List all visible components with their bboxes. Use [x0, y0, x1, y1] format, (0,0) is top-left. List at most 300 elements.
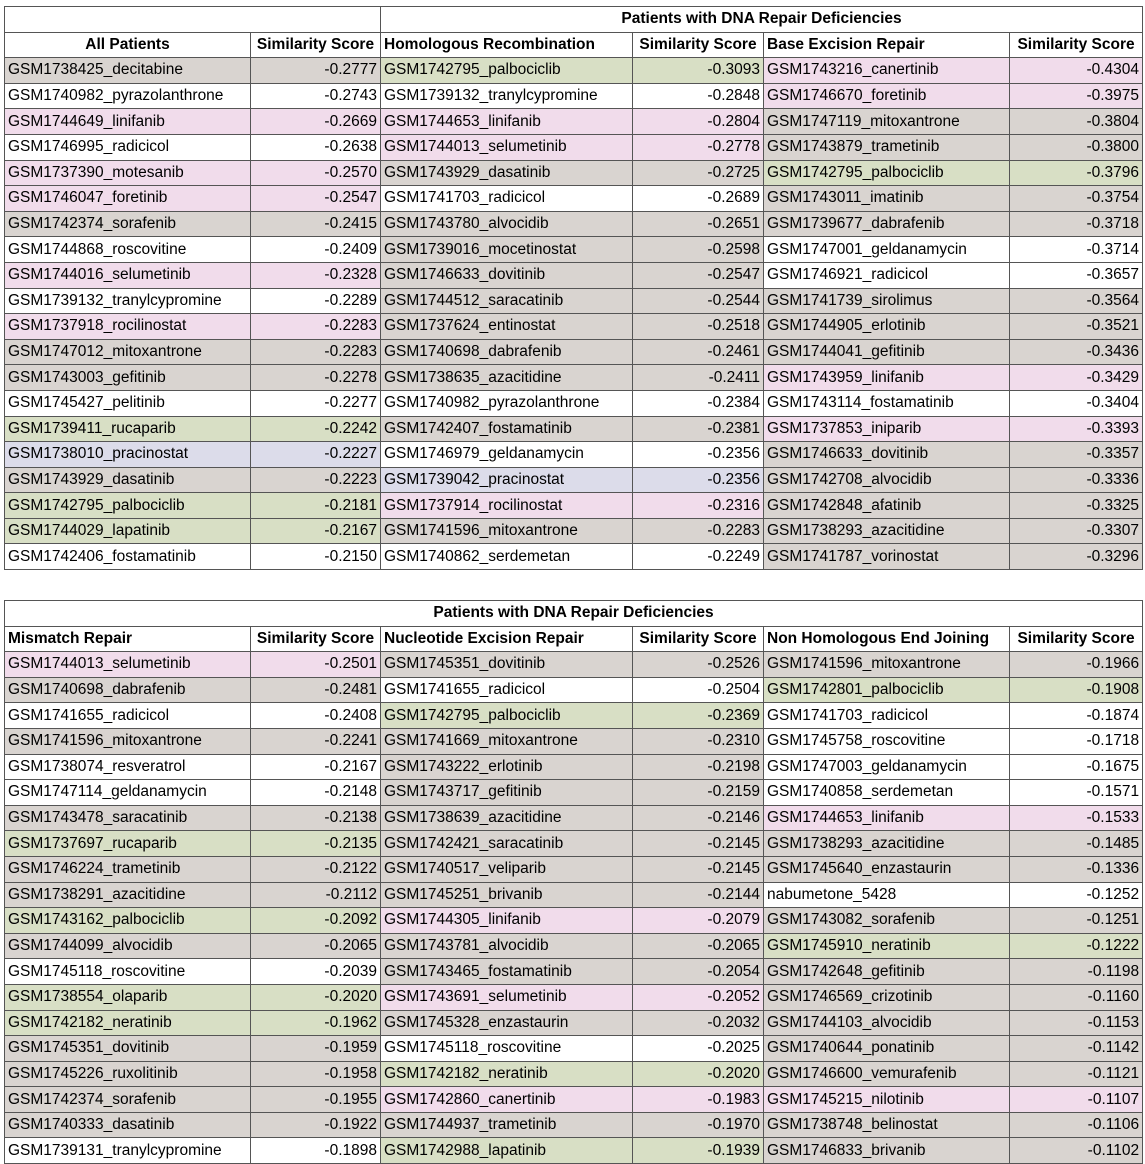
score-cell: -0.2310 — [633, 728, 764, 754]
drug-cell: GSM1738425_decitabine — [5, 58, 251, 84]
score-cell: -0.2283 — [251, 339, 381, 365]
drug-cell: GSM1744653_linifanib — [381, 109, 633, 135]
drug-cell: GSM1739131_tranylcypromine — [5, 1138, 251, 1164]
table-row — [5, 805, 1143, 831]
drug-cell: GSM1747003_geldanamycin — [764, 754, 1010, 780]
score-cell: -0.2167 — [251, 518, 381, 544]
score-cell: -0.2283 — [251, 314, 381, 340]
drug-cell: GSM1739016_mocetinostat — [381, 237, 633, 263]
col-header-score: Similarity Score — [251, 32, 381, 58]
score-cell: -0.2356 — [633, 467, 764, 493]
col-header-score: Similarity Score — [251, 626, 381, 652]
drug-cell: GSM1744103_alvocidib — [764, 1010, 1010, 1036]
score-cell: -0.2651 — [633, 211, 764, 237]
score-cell: -0.2504 — [633, 677, 764, 703]
score-cell: -0.2409 — [251, 237, 381, 263]
drug-cell: GSM1742795_palbociclib — [764, 160, 1010, 186]
score-cell: -0.2598 — [633, 237, 764, 263]
score-cell: -0.3975 — [1010, 83, 1143, 109]
col-header-score: Similarity Score — [633, 626, 764, 652]
score-cell: -0.2316 — [633, 493, 764, 519]
score-cell: -0.2065 — [633, 933, 764, 959]
score-cell: -0.2689 — [633, 186, 764, 212]
score-cell: -0.2052 — [633, 984, 764, 1010]
drug-cell: GSM1744653_linifanib — [764, 805, 1010, 831]
score-cell: -0.2408 — [251, 703, 381, 729]
drug-cell: GSM1741703_radicicol — [764, 703, 1010, 729]
drug-cell: GSM1737697_rucaparib — [5, 831, 251, 857]
drug-cell: GSM1746047_foretinib — [5, 186, 251, 212]
score-cell: -0.2112 — [251, 882, 381, 908]
drug-cell: GSM1741787_vorinostat — [764, 544, 1010, 570]
drug-cell: GSM1743162_palbociclib — [5, 908, 251, 934]
drug-cell: GSM1746600_vemurafenib — [764, 1061, 1010, 1087]
drug-cell: GSM1742407_fostamatinib — [381, 416, 633, 442]
score-cell: -0.2159 — [633, 780, 764, 806]
drug-cell: GSM1741655_radicicol — [381, 677, 633, 703]
score-cell: -0.2356 — [633, 442, 764, 468]
score-cell: -0.2278 — [251, 365, 381, 391]
score-cell: -0.2020 — [251, 984, 381, 1010]
table-row — [5, 186, 1143, 212]
drug-cell: GSM1742182_neratinib — [381, 1061, 633, 1087]
drug-cell: GSM1738010_pracinostat — [5, 442, 251, 468]
drug-cell: GSM1742406_fostamatinib — [5, 544, 251, 570]
score-cell: -0.2145 — [633, 856, 764, 882]
drug-cell: GSM1747114_geldanamycin — [5, 780, 251, 806]
drug-cell: GSM1743003_gefitinib — [5, 365, 251, 391]
drug-cell: GSM1743478_saracatinib — [5, 805, 251, 831]
drug-cell: GSM1743781_alvocidib — [381, 933, 633, 959]
table-row — [5, 652, 1143, 678]
table-row — [5, 1112, 1143, 1138]
table-row — [5, 211, 1143, 237]
score-cell: -0.2778 — [633, 134, 764, 160]
drug-cell: GSM1742848_afatinib — [764, 493, 1010, 519]
table-row — [5, 390, 1143, 416]
drug-cell: GSM1743011_imatinib — [764, 186, 1010, 212]
score-cell: -0.2544 — [633, 288, 764, 314]
drug-cell: GSM1745427_pelitinib — [5, 390, 251, 416]
drug-cell: GSM1743780_alvocidib — [381, 211, 633, 237]
table-row — [5, 160, 1143, 186]
drug-cell: GSM1743929_dasatinib — [381, 160, 633, 186]
score-cell: -0.1908 — [1010, 677, 1143, 703]
score-cell: -0.2223 — [251, 467, 381, 493]
drug-cell: GSM1737624_entinostat — [381, 314, 633, 340]
score-cell: -0.3657 — [1010, 262, 1143, 288]
group-header-row — [5, 601, 1143, 627]
score-cell: -0.2289 — [251, 288, 381, 314]
table-row — [5, 339, 1143, 365]
drug-cell: GSM1745215_nilotinib — [764, 1087, 1010, 1113]
col-header-nucleotide-excision-repair: Nucleotide Excision Repair — [381, 626, 633, 652]
score-cell: -0.1142 — [1010, 1036, 1143, 1062]
table-row — [5, 908, 1143, 934]
drug-cell: GSM1744041_gefitinib — [764, 339, 1010, 365]
score-cell: -0.2122 — [251, 856, 381, 882]
score-cell: -0.3718 — [1010, 211, 1143, 237]
drug-cell: GSM1743717_gefitinib — [381, 780, 633, 806]
score-cell: -0.2181 — [251, 493, 381, 519]
drug-cell: GSM1743691_selumetinib — [381, 984, 633, 1010]
drug-cell: GSM1743879_trametinib — [764, 134, 1010, 160]
drug-cell: GSM1740862_serdemetan — [381, 544, 633, 570]
column-header-row — [5, 626, 1143, 652]
drug-cell: GSM1746224_trametinib — [5, 856, 251, 882]
drug-cell: GSM1742795_palbociclib — [381, 703, 633, 729]
drug-cell: GSM1739132_tranylcypromine — [5, 288, 251, 314]
score-cell: -0.2411 — [633, 365, 764, 391]
drug-cell: GSM1744013_selumetinib — [5, 652, 251, 678]
drug-cell: GSM1746569_crizotinib — [764, 984, 1010, 1010]
drug-cell: GSM1742421_saracatinib — [381, 831, 633, 857]
score-cell: -0.2150 — [251, 544, 381, 570]
drug-cell: GSM1746995_radicicol — [5, 134, 251, 160]
score-cell: -0.2725 — [633, 160, 764, 186]
drug-cell: GSM1742795_palbociclib — [5, 493, 251, 519]
score-cell: -0.3336 — [1010, 467, 1143, 493]
drug-cell: GSM1739411_rucaparib — [5, 416, 251, 442]
score-cell: -0.1252 — [1010, 882, 1143, 908]
drug-cell: GSM1740858_serdemetan — [764, 780, 1010, 806]
score-cell: -0.2227 — [251, 442, 381, 468]
drug-cell: GSM1742374_sorafenib — [5, 211, 251, 237]
drug-cell: GSM1743222_erlotinib — [381, 754, 633, 780]
table-row — [5, 754, 1143, 780]
table-row — [5, 1036, 1143, 1062]
drug-cell: GSM1745118_roscovitine — [381, 1036, 633, 1062]
drug-cell: GSM1739677_dabrafenib — [764, 211, 1010, 237]
column-header-row — [5, 32, 1143, 58]
group-header: Patients with DNA Repair Deficiencies — [381, 7, 1143, 33]
drug-cell: GSM1743465_fostamatinib — [381, 959, 633, 985]
score-cell: -0.2283 — [633, 518, 764, 544]
drug-cell: GSM1745910_neratinib — [764, 933, 1010, 959]
drug-cell: GSM1743929_dasatinib — [5, 467, 251, 493]
table-row — [5, 493, 1143, 519]
score-cell: -0.2669 — [251, 109, 381, 135]
drug-cell: GSM1743959_linifanib — [764, 365, 1010, 391]
drug-cell: GSM1746979_geldanamycin — [381, 442, 633, 468]
table-row — [5, 831, 1143, 857]
drug-cell: GSM1744016_selumetinib — [5, 262, 251, 288]
table-row — [5, 83, 1143, 109]
score-cell: -0.2249 — [633, 544, 764, 570]
score-cell: -0.1102 — [1010, 1138, 1143, 1164]
drug-cell: GSM1741669_mitoxantrone — [381, 728, 633, 754]
score-cell: -0.4304 — [1010, 58, 1143, 84]
drug-cell: GSM1740698_dabrafenib — [381, 339, 633, 365]
table-row — [5, 109, 1143, 135]
score-cell: -0.1718 — [1010, 728, 1143, 754]
score-cell: -0.2138 — [251, 805, 381, 831]
table-row — [5, 984, 1143, 1010]
score-cell: -0.3436 — [1010, 339, 1143, 365]
drug-cell: GSM1747119_mitoxantrone — [764, 109, 1010, 135]
drug-cell: GSM1742374_sorafenib — [5, 1087, 251, 1113]
drug-cell: GSM1744305_linifanib — [381, 908, 633, 934]
score-cell: -0.2092 — [251, 908, 381, 934]
drug-cell: GSM1744937_trametinib — [381, 1112, 633, 1138]
drug-cell: GSM1744649_linifanib — [5, 109, 251, 135]
drug-cell: GSM1744868_roscovitine — [5, 237, 251, 263]
drug-cell: GSM1744905_erlotinib — [764, 314, 1010, 340]
drug-cell: GSM1738293_azacitidine — [764, 518, 1010, 544]
score-cell: -0.1106 — [1010, 1112, 1143, 1138]
table-row — [5, 467, 1143, 493]
drug-cell: GSM1737914_rocilinostat — [381, 493, 633, 519]
drug-cell: GSM1744512_saracatinib — [381, 288, 633, 314]
drug-cell: GSM1742648_gefitinib — [764, 959, 1010, 985]
score-cell: -0.2241 — [251, 728, 381, 754]
score-cell: -0.2518 — [633, 314, 764, 340]
drug-cell: GSM1738554_olaparib — [5, 984, 251, 1010]
drug-cell: GSM1738748_belinostat — [764, 1112, 1010, 1138]
score-cell: -0.2135 — [251, 831, 381, 857]
drug-cell: GSM1746921_radicicol — [764, 262, 1010, 288]
score-cell: -0.1939 — [633, 1138, 764, 1164]
blank-cell — [5, 7, 381, 33]
drug-cell: GSM1742795_palbociclib — [381, 58, 633, 84]
group-header: Patients with DNA Repair Deficiencies — [5, 601, 1143, 627]
drug-cell: GSM1745351_dovitinib — [5, 1036, 251, 1062]
score-cell: -0.1970 — [633, 1112, 764, 1138]
table-row — [5, 959, 1143, 985]
col-header-score: Similarity Score — [1010, 32, 1143, 58]
score-cell: -0.1959 — [251, 1036, 381, 1062]
col-header-non-homologous-end-joining: Non Homologous End Joining — [764, 626, 1010, 652]
drug-cell: GSM1746670_foretinib — [764, 83, 1010, 109]
score-cell: -0.1955 — [251, 1087, 381, 1113]
score-cell: -0.3296 — [1010, 544, 1143, 570]
score-cell: -0.2025 — [633, 1036, 764, 1062]
table-row — [5, 856, 1143, 882]
score-cell: -0.1922 — [251, 1112, 381, 1138]
drug-cell: GSM1739132_tranylcypromine — [381, 83, 633, 109]
drug-cell: GSM1742801_palbociclib — [764, 677, 1010, 703]
score-cell: -0.2381 — [633, 416, 764, 442]
drug-cell: GSM1744013_selumetinib — [381, 134, 633, 160]
score-cell: -0.2167 — [251, 754, 381, 780]
drug-cell: GSM1738074_resveratrol — [5, 754, 251, 780]
score-cell: -0.2145 — [633, 831, 764, 857]
drug-cell: GSM1743114_fostamatinib — [764, 390, 1010, 416]
drug-cell: GSM1741596_mitoxantrone — [5, 728, 251, 754]
score-cell: -0.2054 — [633, 959, 764, 985]
score-cell: -0.3796 — [1010, 160, 1143, 186]
drug-cell: GSM1743216_canertinib — [764, 58, 1010, 84]
table-row — [5, 416, 1143, 442]
drug-cell: GSM1742708_alvocidib — [764, 467, 1010, 493]
score-cell: -0.1121 — [1010, 1061, 1143, 1087]
table-row — [5, 442, 1143, 468]
score-cell: -0.2328 — [251, 262, 381, 288]
drug-cell: GSM1745758_roscovitine — [764, 728, 1010, 754]
drug-cell: GSM1738639_azacitidine — [381, 805, 633, 831]
score-cell: -0.3093 — [633, 58, 764, 84]
drug-cell: GSM1743082_sorafenib — [764, 908, 1010, 934]
score-cell: -0.2777 — [251, 58, 381, 84]
drug-cell: GSM1742988_lapatinib — [381, 1138, 633, 1164]
drug-cell: GSM1740698_dabrafenib — [5, 677, 251, 703]
drug-cell: GSM1737390_motesanib — [5, 160, 251, 186]
drug-cell: GSM1740982_pyrazolanthrone — [5, 83, 251, 109]
score-cell: -0.2148 — [251, 780, 381, 806]
table-row — [5, 365, 1143, 391]
score-cell: -0.1983 — [633, 1087, 764, 1113]
score-cell: -0.3521 — [1010, 314, 1143, 340]
drug-cell: nabumetone_5428 — [764, 882, 1010, 908]
score-cell: -0.3714 — [1010, 237, 1143, 263]
table-row — [5, 544, 1143, 570]
score-cell: -0.1962 — [251, 1010, 381, 1036]
score-cell: -0.2079 — [633, 908, 764, 934]
col-header-homologous-recombination: Homologous Recombination — [381, 32, 633, 58]
drug-cell: GSM1741596_mitoxantrone — [764, 652, 1010, 678]
drug-cell: GSM1738291_azacitidine — [5, 882, 251, 908]
col-header-score: Similarity Score — [633, 32, 764, 58]
drug-cell: GSM1740982_pyrazolanthrone — [381, 390, 633, 416]
score-cell: -0.2277 — [251, 390, 381, 416]
score-cell: -0.2501 — [251, 652, 381, 678]
score-cell: -0.1485 — [1010, 831, 1143, 857]
score-cell: -0.3800 — [1010, 134, 1143, 160]
score-cell: -0.2032 — [633, 1010, 764, 1036]
score-cell: -0.2020 — [633, 1061, 764, 1087]
score-cell: -0.1198 — [1010, 959, 1143, 985]
score-cell: -0.3357 — [1010, 442, 1143, 468]
score-cell: -0.2461 — [633, 339, 764, 365]
table-row — [5, 262, 1143, 288]
drug-cell: GSM1745118_roscovitine — [5, 959, 251, 985]
table-row — [5, 314, 1143, 340]
table-row — [5, 1061, 1143, 1087]
score-cell: -0.1533 — [1010, 805, 1143, 831]
table-row — [5, 780, 1143, 806]
score-cell: -0.1153 — [1010, 1010, 1143, 1036]
score-cell: -0.2481 — [251, 677, 381, 703]
table-row — [5, 1010, 1143, 1036]
score-cell: -0.2638 — [251, 134, 381, 160]
table-row — [5, 1138, 1143, 1164]
drug-cell: GSM1741703_radicicol — [381, 186, 633, 212]
drug-cell: GSM1744099_alvocidib — [5, 933, 251, 959]
drug-cell: GSM1742860_canertinib — [381, 1087, 633, 1113]
table-row — [5, 1087, 1143, 1113]
score-cell: -0.2384 — [633, 390, 764, 416]
score-cell: -0.2526 — [633, 652, 764, 678]
score-cell: -0.3325 — [1010, 493, 1143, 519]
score-cell: -0.3404 — [1010, 390, 1143, 416]
score-cell: -0.2369 — [633, 703, 764, 729]
col-header-score: Similarity Score — [1010, 626, 1143, 652]
score-cell: -0.1571 — [1010, 780, 1143, 806]
score-cell: -0.1107 — [1010, 1087, 1143, 1113]
col-header-mismatch-repair: Mismatch Repair — [5, 626, 251, 652]
drug-cell: GSM1741739_sirolimus — [764, 288, 1010, 314]
score-cell: -0.1966 — [1010, 652, 1143, 678]
drug-cell: GSM1744029_lapatinib — [5, 518, 251, 544]
group-header-row — [5, 7, 1143, 33]
drug-cell: GSM1740517_veliparib — [381, 856, 633, 882]
score-cell: -0.2804 — [633, 109, 764, 135]
drug-cell: GSM1745251_brivanib — [381, 882, 633, 908]
drug-cell: GSM1740644_ponatinib — [764, 1036, 1010, 1062]
drug-cell: GSM1746833_brivanib — [764, 1138, 1010, 1164]
table-row — [5, 882, 1143, 908]
drug-cell: GSM1745226_ruxolitinib — [5, 1061, 251, 1087]
drug-cell: GSM1738635_azacitidine — [381, 365, 633, 391]
drug-cell: GSM1742182_neratinib — [5, 1010, 251, 1036]
table-row — [5, 134, 1143, 160]
table-bottom — [4, 600, 1143, 1164]
drug-cell: GSM1741596_mitoxantrone — [381, 518, 633, 544]
drug-cell: GSM1741655_radicicol — [5, 703, 251, 729]
score-cell: -0.2415 — [251, 211, 381, 237]
score-cell: -0.2547 — [633, 262, 764, 288]
drug-cell: GSM1745351_dovitinib — [381, 652, 633, 678]
score-cell: -0.1160 — [1010, 984, 1143, 1010]
score-cell: -0.1336 — [1010, 856, 1143, 882]
col-header-base-excision-repair: Base Excision Repair — [764, 32, 1010, 58]
drug-cell: GSM1746633_dovitinib — [381, 262, 633, 288]
drug-cell: GSM1745328_enzastaurin — [381, 1010, 633, 1036]
drug-cell: GSM1747001_geldanamycin — [764, 237, 1010, 263]
score-cell: -0.3393 — [1010, 416, 1143, 442]
drug-cell: GSM1740333_dasatinib — [5, 1112, 251, 1138]
drug-cell: GSM1746633_dovitinib — [764, 442, 1010, 468]
table-row — [5, 677, 1143, 703]
table-row — [5, 518, 1143, 544]
table-row — [5, 703, 1143, 729]
score-cell: -0.2242 — [251, 416, 381, 442]
col-header-all-patients: All Patients — [5, 32, 251, 58]
score-cell: -0.2146 — [633, 805, 764, 831]
drug-cell: GSM1738293_azacitidine — [764, 831, 1010, 857]
score-cell: -0.2144 — [633, 882, 764, 908]
score-cell: -0.3804 — [1010, 109, 1143, 135]
score-cell: -0.3564 — [1010, 288, 1143, 314]
score-cell: -0.3754 — [1010, 186, 1143, 212]
table-row — [5, 58, 1143, 84]
score-cell: -0.2065 — [251, 933, 381, 959]
drug-cell: GSM1737918_rocilinostat — [5, 314, 251, 340]
score-cell: -0.2198 — [633, 754, 764, 780]
table-row — [5, 933, 1143, 959]
score-cell: -0.2039 — [251, 959, 381, 985]
score-cell: -0.3307 — [1010, 518, 1143, 544]
table-row — [5, 728, 1143, 754]
drug-cell: GSM1739042_pracinostat — [381, 467, 633, 493]
drug-cell: GSM1747012_mitoxantrone — [5, 339, 251, 365]
drug-cell: GSM1745640_enzastaurin — [764, 856, 1010, 882]
score-cell: -0.1874 — [1010, 703, 1143, 729]
table-row — [5, 237, 1143, 263]
score-cell: -0.2848 — [633, 83, 764, 109]
score-cell: -0.3429 — [1010, 365, 1143, 391]
table-row — [5, 288, 1143, 314]
score-cell: -0.1958 — [251, 1061, 381, 1087]
score-cell: -0.1222 — [1010, 933, 1143, 959]
score-cell: -0.2743 — [251, 83, 381, 109]
score-cell: -0.1898 — [251, 1138, 381, 1164]
score-cell: -0.2570 — [251, 160, 381, 186]
score-cell: -0.2547 — [251, 186, 381, 212]
score-cell: -0.1251 — [1010, 908, 1143, 934]
drug-cell: GSM1737853_iniparib — [764, 416, 1010, 442]
score-cell: -0.1675 — [1010, 754, 1143, 780]
